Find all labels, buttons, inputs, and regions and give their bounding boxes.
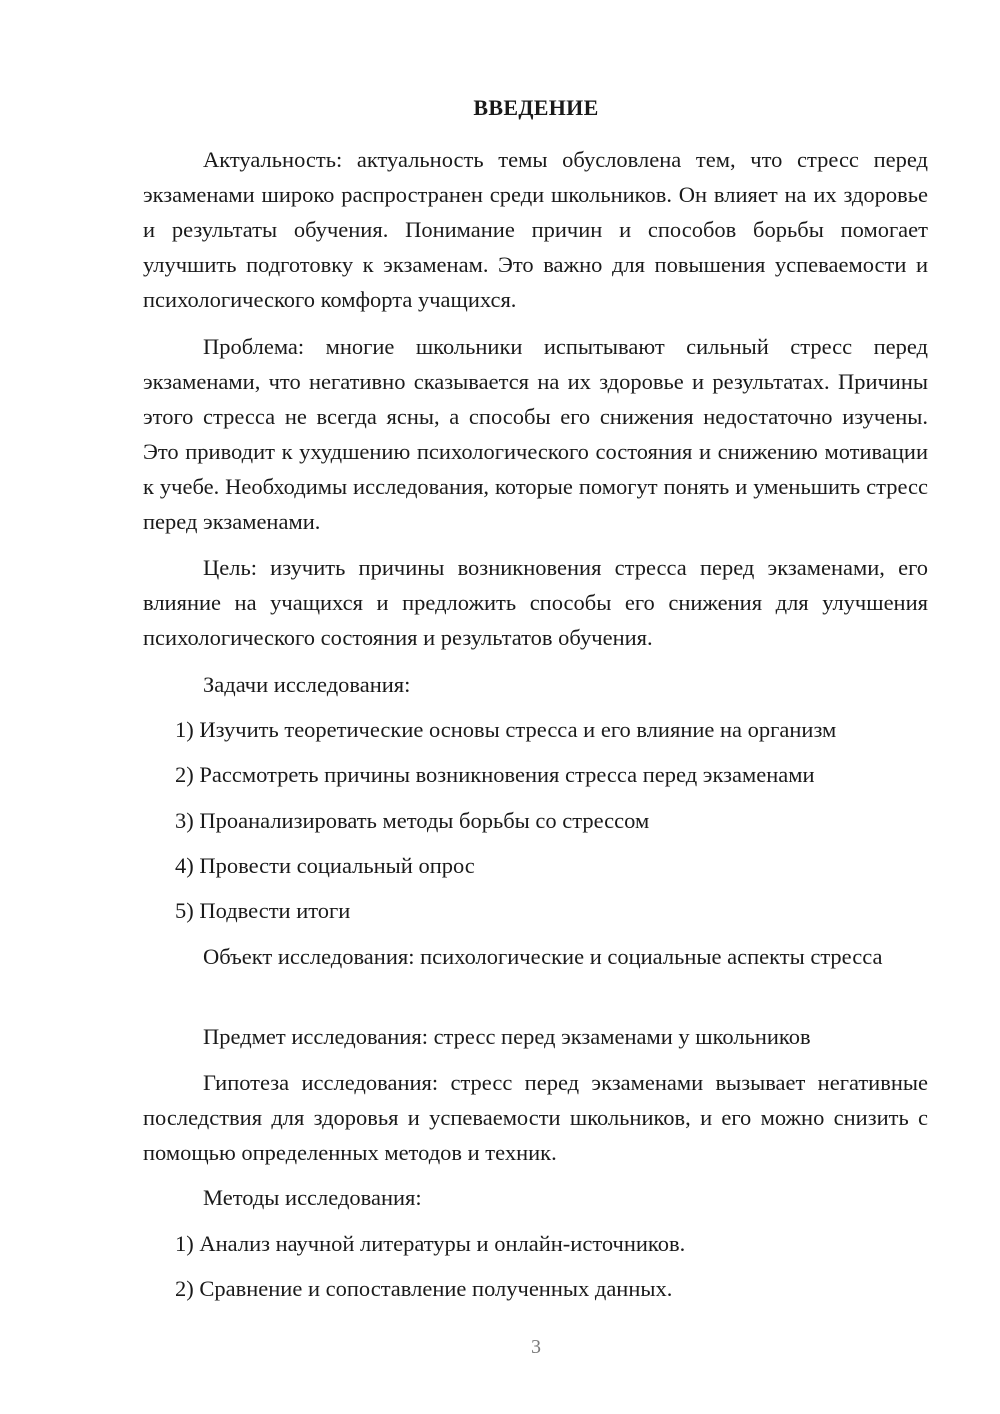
task-item-3: 3) Проанализировать методы борьбы со стрессом	[175, 808, 650, 833]
tasks-title: Задачи исследования:	[203, 672, 411, 697]
goal-paragraph: Цель: изучить причины возникновения стресса перед экзаменами, его влияние на учащихся и предложить способы его снижения для улучшения психологического состояния и результатов обучения.	[143, 555, 928, 650]
task-item-2: 2) Рассмотреть причины возникновения стресса перед экзаменами	[175, 762, 815, 787]
problem-paragraph: Проблема: многие школьники испытывают сильный стресс перед экзаменами, что негативно сказывается на их здоровье и результатах. Причины этого стресса не всегда ясны, а способы его снижения недостаточно изучены. Это приводит к ухудшению психологического состояния и снижению мотивации к учебе. Необходимы исследования, которые помогут понять и уменьшить стресс перед экзаменами.	[143, 334, 928, 534]
object-paragraph: Объект исследования: психологические и социальные аспекты стресса	[203, 944, 883, 969]
method-item-1: 1) Анализ научной литературы и онлайн-источников.	[175, 1231, 686, 1256]
page-number: 3	[531, 1336, 541, 1358]
methods-title: Методы исследования:	[203, 1185, 422, 1210]
task-item-4: 4) Провести социальный опрос	[175, 853, 475, 878]
page-title: ВВЕДЕНИЕ	[473, 95, 599, 120]
task-item-1: 1) Изучить теоретические основы стресса и его влияние на организм	[175, 717, 837, 742]
subject-paragraph: Предмет исследования: стресс перед экзаменами у школьников	[203, 1024, 811, 1049]
task-item-5: 5) Подвести итоги	[175, 898, 351, 923]
relevance-paragraph: Актуальность: актуальность темы обусловлена тем, что стресс перед экзаменами широко распространен среди школьников. Он влияет на их здоровье и результаты обучения. Понимание причин и способов борьбы помогает улучшить подготовку к экзаменам. Это важно для повышения успеваемости и психологического комфорта учащихся.	[143, 147, 928, 312]
method-item-2: 2) Сравнение и сопоставление полученных данных.	[175, 1276, 673, 1301]
hypothesis-paragraph: Гипотеза исследования: стресс перед экзаменами вызывает негативные последствия для здоровья и успеваемости школьников, и его можно снизить с помощью определенных методов и техник.	[143, 1070, 928, 1165]
